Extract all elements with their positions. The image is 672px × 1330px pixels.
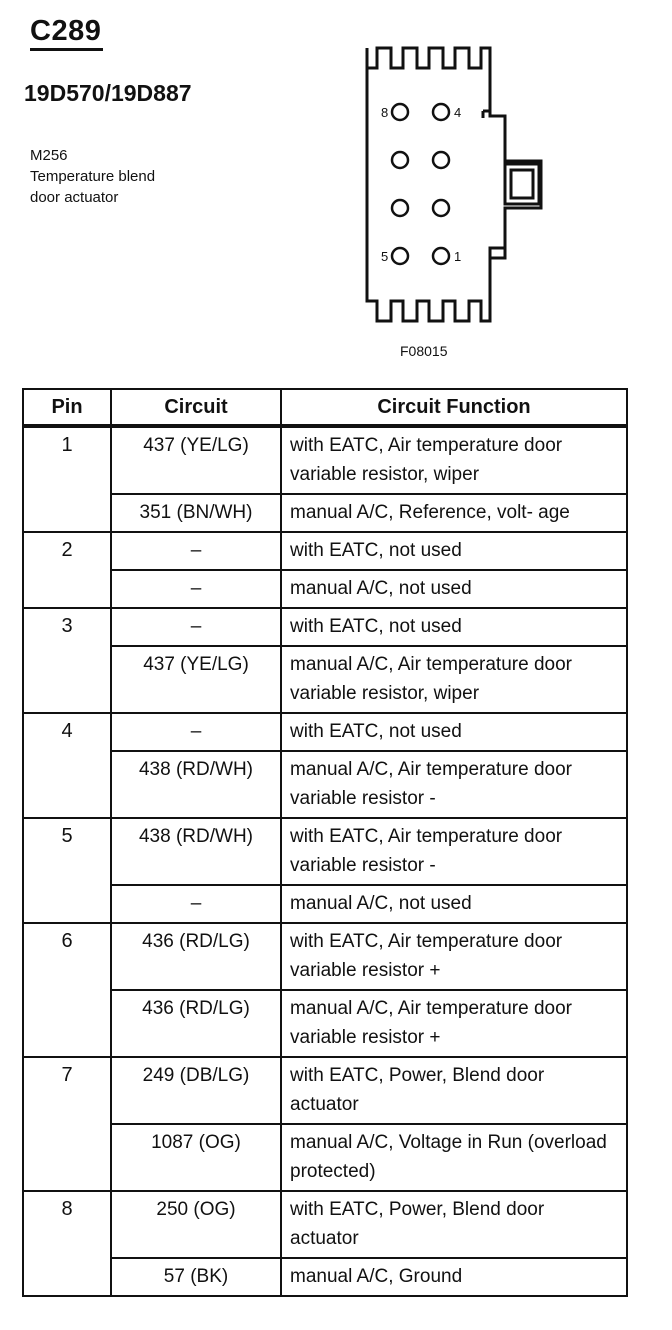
circuit-cell: 438 (RD/WH) bbox=[111, 751, 281, 818]
circuit-function-cell: with EATC, not used bbox=[281, 608, 627, 646]
circuit-cell: 351 (BN/WH) bbox=[111, 494, 281, 532]
table-row bbox=[23, 923, 627, 990]
circuit-function-cell: manual A/C, Ground bbox=[281, 1258, 627, 1296]
circuit-function-cell: with EATC, Power, Blend door actuator bbox=[281, 1057, 627, 1124]
circuit-cell: – bbox=[111, 608, 281, 646]
pin-number-cell: 8 bbox=[23, 1191, 111, 1296]
table-row bbox=[23, 885, 627, 923]
circuit-function-cell: with EATC, Air temperature door variable resistor, wiper bbox=[281, 426, 627, 494]
table-row bbox=[23, 646, 627, 713]
circuit-function-cell: with EATC, Air temperature door variable resistor + bbox=[281, 923, 627, 990]
pin-5-cavity bbox=[392, 248, 408, 264]
pin-cavity bbox=[392, 152, 408, 168]
pin-number-cell: 7 bbox=[23, 1057, 111, 1191]
circuit-cell: 436 (RD/LG) bbox=[111, 990, 281, 1057]
component-name-line1: Temperature blend bbox=[30, 168, 156, 185]
table-row bbox=[23, 818, 627, 885]
table-row bbox=[23, 713, 627, 751]
table-row bbox=[23, 608, 627, 646]
circuit-cell: – bbox=[111, 885, 281, 923]
table-row bbox=[23, 1124, 627, 1191]
table-row bbox=[23, 1057, 627, 1124]
table-row bbox=[23, 1258, 627, 1296]
circuit-function-cell: manual A/C, not used bbox=[281, 885, 627, 923]
component-name-line2: door actuator bbox=[30, 189, 119, 206]
pin-1-cavity bbox=[433, 248, 449, 264]
pinout-table bbox=[22, 388, 628, 1297]
pin-4-cavity bbox=[433, 104, 449, 120]
latch-window bbox=[511, 170, 533, 198]
connector-outline bbox=[367, 48, 541, 321]
pin-cavity bbox=[392, 200, 408, 216]
circuit-function-cell: manual A/C, Reference, volt- age bbox=[281, 494, 627, 532]
circuit-cell: – bbox=[111, 532, 281, 570]
pin-cavity bbox=[433, 152, 449, 168]
component-code: M256 bbox=[30, 147, 68, 164]
table-row bbox=[23, 426, 627, 494]
table-row bbox=[23, 570, 627, 608]
table-row bbox=[23, 494, 627, 532]
component-description bbox=[30, 145, 155, 208]
lower-tab bbox=[490, 248, 505, 258]
pin-number-cell: 4 bbox=[23, 713, 111, 818]
circuit-cell: 436 (RD/LG) bbox=[111, 923, 281, 990]
circuit-function-cell: with EATC, Air temperature door variable resistor - bbox=[281, 818, 627, 885]
pin-number-cell: 1 bbox=[23, 426, 111, 532]
connector-face-diagram bbox=[355, 38, 555, 330]
pin-label-4: 4 bbox=[454, 105, 462, 120]
connector-id-title: C289 bbox=[30, 14, 103, 51]
circuit-cell: 1087 (OG) bbox=[111, 1124, 281, 1191]
table-body bbox=[23, 426, 627, 1296]
table-row bbox=[23, 751, 627, 818]
circuit-cell: – bbox=[111, 713, 281, 751]
table-row bbox=[23, 1191, 627, 1258]
pin-number-cell: 2 bbox=[23, 532, 111, 608]
part-numbers: 19D570/19D887 bbox=[24, 80, 192, 106]
circuit-function-cell: manual A/C, Air temperature door variable resistor, wiper bbox=[281, 646, 627, 713]
figure-id: F08015 bbox=[400, 343, 448, 359]
header-circuit: Circuit bbox=[111, 389, 281, 426]
circuit-cell: – bbox=[111, 570, 281, 608]
circuit-cell: 249 (DB/LG) bbox=[111, 1057, 281, 1124]
table-row bbox=[23, 990, 627, 1057]
circuit-function-cell: with EATC, Power, Blend door actuator bbox=[281, 1191, 627, 1258]
circuit-cell: 437 (YE/LG) bbox=[111, 426, 281, 494]
pin-label-1: 1 bbox=[454, 249, 462, 264]
circuit-function-cell: with EATC, not used bbox=[281, 713, 627, 751]
pin-8-cavity bbox=[392, 104, 408, 120]
circuit-function-cell: manual A/C, Voltage in Run (overload protected) bbox=[281, 1124, 627, 1191]
pin-cavity bbox=[433, 200, 449, 216]
pin-label-5: 5 bbox=[381, 249, 389, 264]
pin-number-cell: 5 bbox=[23, 818, 111, 923]
circuit-function-cell: manual A/C, Air temperature door variable resistor - bbox=[281, 751, 627, 818]
circuit-cell: 437 (YE/LG) bbox=[111, 646, 281, 713]
circuit-cell: 438 (RD/WH) bbox=[111, 818, 281, 885]
circuit-function-cell: manual A/C, Air temperature door variable resistor + bbox=[281, 990, 627, 1057]
circuit-function-cell: with EATC, not used bbox=[281, 532, 627, 570]
header-pin: Pin bbox=[23, 389, 111, 426]
circuit-function-cell: manual A/C, not used bbox=[281, 570, 627, 608]
table-row bbox=[23, 532, 627, 570]
header-circuit-function: Circuit Function bbox=[281, 389, 627, 426]
circuit-cell: 57 (BK) bbox=[111, 1258, 281, 1296]
pin-number-cell: 3 bbox=[23, 608, 111, 713]
table-header-row bbox=[23, 389, 627, 426]
pin-label-8: 8 bbox=[381, 105, 389, 120]
pin-number-cell: 6 bbox=[23, 923, 111, 1057]
circuit-cell: 250 (OG) bbox=[111, 1191, 281, 1258]
